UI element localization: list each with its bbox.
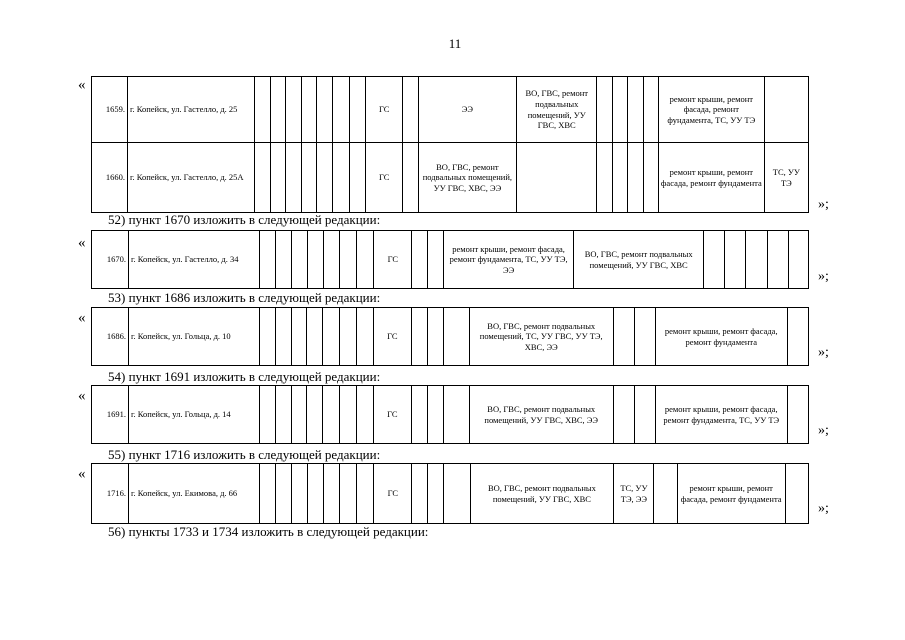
row-work-a: ВО, ГВС, ремонт подвальных помещений, УУ ГВС, ХВС [470,464,614,524]
row-work-a: ВО, ГВС, ремонт подвальных помещений, УУ ГВС, ХВС, ЭЭ [418,143,517,213]
row-work-d [764,77,808,143]
row-number: 1670. [92,231,129,289]
open-quote: « [78,466,86,482]
open-quote: « [78,77,86,93]
row-work-a: ремонт крыши, ремонт фасада, ремонт фундамента, ТС, УУ ТЭ, ЭЭ [444,231,574,289]
row-type: ГС [373,308,411,366]
row-number: 1716. [92,464,129,524]
table-block-4 [91,385,809,444]
paragraph-heading: 52) пункт 1670 изложить в следующей редакции: [108,212,381,227]
table-row [92,386,809,444]
row-work-a: ЭЭ [418,77,517,143]
row-work-b: ремонт крыши, ремонт фасада, ремонт фундамента [655,308,787,366]
row-number: 1691. [92,386,129,444]
table-row [92,77,809,143]
row-work-b [517,143,597,213]
table-row [92,308,809,366]
row-work-c: ремонт крыши, ремонт фасада, ремонт фундамента [658,143,764,213]
row-number: 1660. [92,143,128,213]
close-quote: »; [818,345,829,360]
row-address: г. Копейск, ул. Гастелло, д. 34 [129,231,260,289]
open-quote: « [78,388,86,404]
row-address: г. Копейск, ул. Гастелло, д. 25А [127,143,254,213]
row-number: 1659. [92,77,128,143]
table-block-1 [91,76,809,213]
close-quote: »; [818,197,829,212]
row-work-a: ВО, ГВС, ремонт подвальных помещений, ТС, УУ ГВС, УУ ТЭ, ХВС, ЭЭ [469,308,613,366]
table-block-2 [91,230,809,289]
paragraph-heading: 54) пункт 1691 изложить в следующей редакции: [108,369,381,384]
row-work-c: ремонт крыши, ремонт фасада, ремонт фундамента, ТС, УУ ТЭ [658,77,764,143]
row-type: ГС [366,77,403,143]
row-type: ГС [373,386,411,444]
table-row [92,464,809,524]
table-block-3 [91,307,809,366]
row-address: г. Копейск, ул. Гольца, д. 10 [128,308,259,366]
table-block-5 [91,463,809,524]
row-work-b: ремонт крыши, ремонт фасада, ремонт фундамента, ТС, УУ ТЭ [655,386,787,444]
open-quote: « [78,310,86,326]
close-quote: »; [818,423,829,438]
row-work-a: ВО, ГВС, ремонт подвальных помещений, УУ ГВС, ХВС, ЭЭ [469,386,613,444]
close-quote: »; [818,501,829,516]
row-work-d: ТС, УУ ТЭ [764,143,808,213]
row-work-b: ВО, ГВС, ремонт подвальных помещений, УУ ГВС, ХВС [574,231,704,289]
row-type: ГС [374,231,412,289]
row-address: г. Копейск, ул. Гастелло, д. 25 [127,77,254,143]
row-type: ГС [374,464,412,524]
table-row [92,231,809,289]
row-address: г. Копейск, ул. Екимова, д. 66 [129,464,260,524]
row-type: ГС [366,143,403,213]
row-work-b: ВО, ГВС, ремонт подвальных помещений, УУ ГВС, ХВС [517,77,597,143]
row-address: г. Копейск, ул. Гольца, д. 14 [128,386,259,444]
close-quote: »; [818,269,829,284]
page-number: 11 [448,36,462,51]
paragraph-heading: 55) пункт 1716 изложить в следующей редакции: [108,447,381,462]
paragraph-heading: 56) пункты 1733 и 1734 изложить в следующей редакции: [108,524,429,539]
table-row [92,143,809,213]
row-work-b: ТС, УУ ТЭ, ЭЭ [614,464,654,524]
row-work-c: ремонт крыши, ремонт фасада, ремонт фундамента [677,464,785,524]
open-quote: « [78,235,86,251]
paragraph-heading: 53) пункт 1686 изложить в следующей редакции: [108,290,381,305]
row-number: 1686. [92,308,129,366]
